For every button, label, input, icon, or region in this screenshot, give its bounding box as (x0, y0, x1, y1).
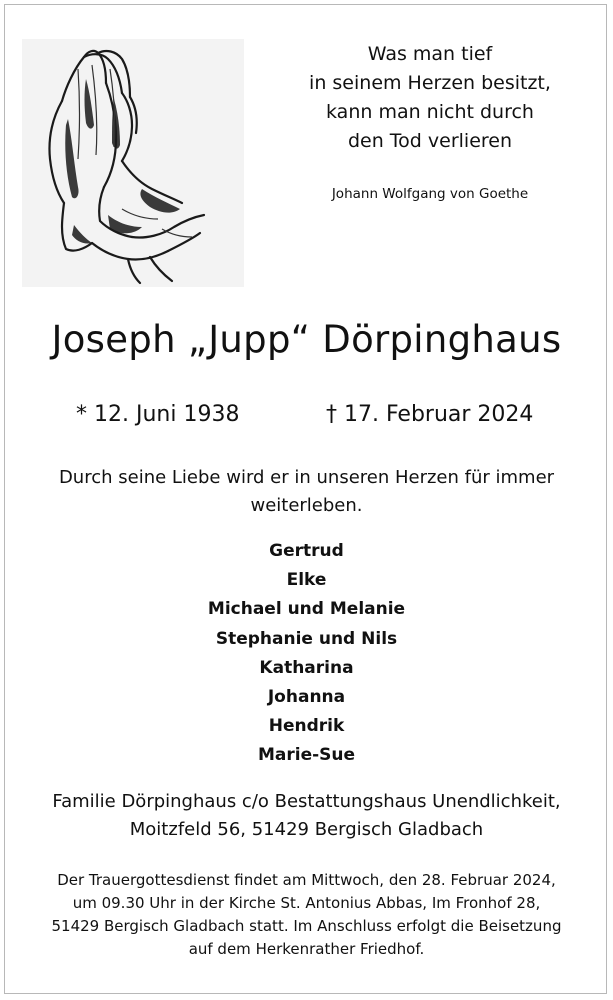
service-line: um 09.30 Uhr in der Kirche St. Antonius Abbas, Im Fronhof 28, (72, 894, 541, 912)
memorial-quote (280, 40, 580, 156)
service-line: Der Trauergottesdienst findet am Mittwoch, den 28. Februar 2024, (57, 871, 556, 889)
deceased-name: Joseph „Jupp“ Dörpinghaus (51, 318, 562, 361)
family-member: Hendrik (268, 716, 345, 737)
praying-hands-icon (22, 39, 244, 287)
funeral-service-notice (14, 869, 599, 961)
family-member: Katharina (259, 657, 354, 678)
birth-date: * 12. Juni 1938 (76, 402, 240, 427)
tribute-text: Durch seine Liebe wird er in unseren Herzen für immer weiterleben. (58, 467, 555, 516)
quote-line: den Tod verlieren (347, 130, 513, 152)
family-member: Johanna (267, 687, 346, 708)
family-contact-address (0, 788, 613, 844)
family-member: Michael und Melanie (207, 599, 406, 620)
contact-line: Familie Dörpinghaus c/o Bestattungshaus Unendlichkeit, (52, 791, 561, 812)
family-member: Stephanie und Nils (215, 628, 398, 649)
family-member: Elke (286, 570, 327, 591)
family-members-list (0, 537, 613, 771)
quote-line: Was man tief (367, 43, 493, 65)
service-line: auf dem Herkenrather Friedhof. (188, 940, 425, 958)
contact-line: Moitzfeld 56, 51429 Bergisch Gladbach (129, 819, 484, 840)
family-member: Gertrud (269, 541, 344, 561)
quote-author: Johann Wolfgang von Goethe (331, 186, 529, 202)
quote-line: in seinem Herzen besitzt, (309, 72, 551, 94)
service-line: 51429 Bergisch Gladbach statt. Im Anschluss erfolgt die Beisetzung (51, 917, 562, 935)
death-date: † 17. Februar 2024 (326, 402, 534, 427)
quote-line: kann man nicht durch (326, 101, 534, 123)
family-member: Marie-Sue (257, 745, 356, 766)
